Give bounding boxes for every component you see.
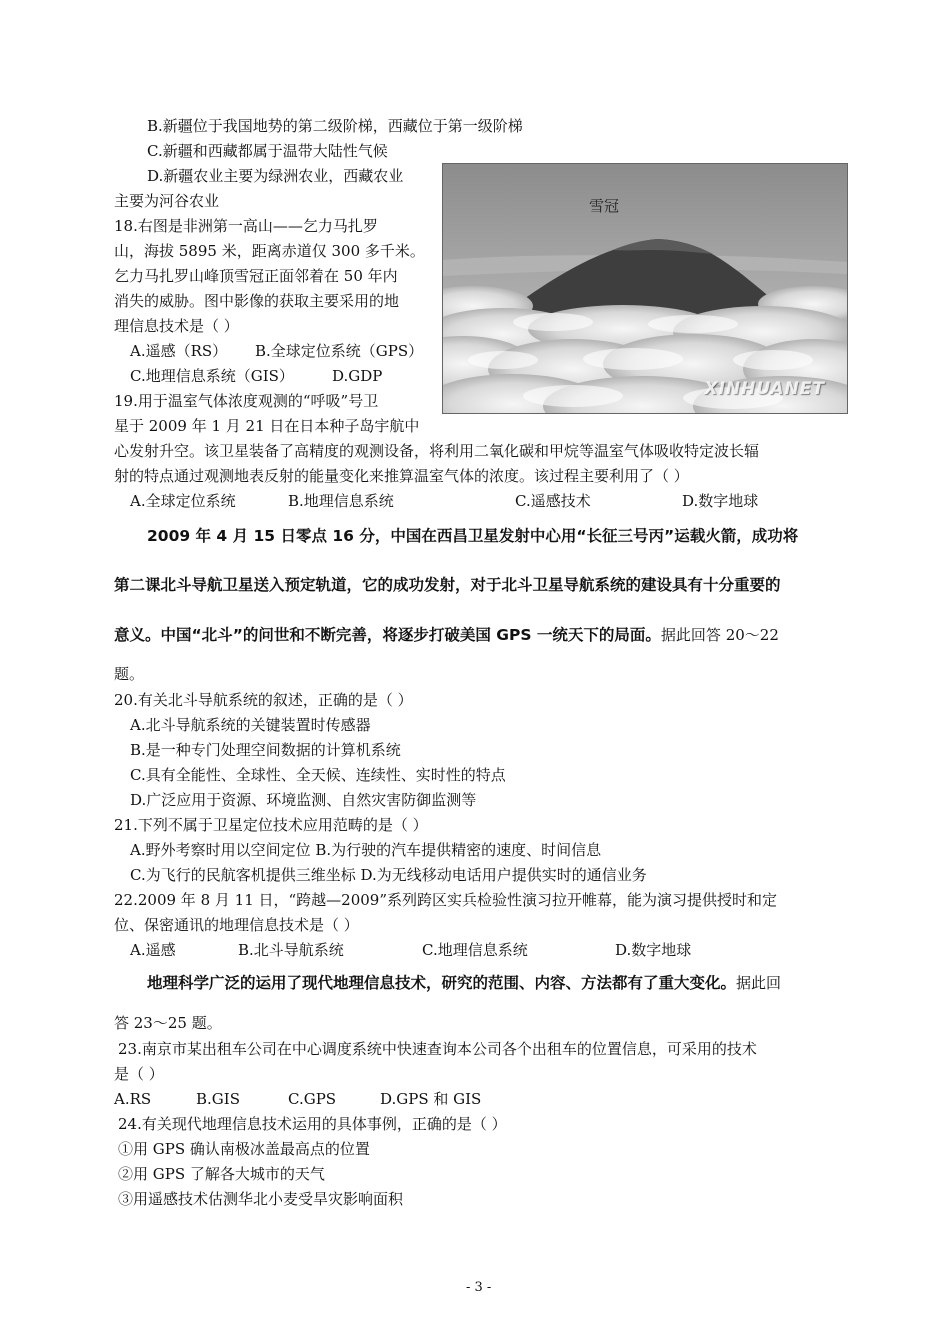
geo-tech-passage-line2: 答 23～25 题。: [114, 1014, 222, 1032]
q19-stem-line2: 星于 2009 年 1 月 21 日在日本种子岛宇航中: [114, 417, 420, 435]
q22-options: [130, 940, 830, 960]
q24-stem: 24.有关现代地理信息技术运用的具体事例，正确的是（ ）: [118, 1115, 507, 1133]
geo-tech-passage-bold: 地理科学广泛的运用了现代地理信息技术，研究的范围、内容、方法都有了重大变化。: [147, 974, 737, 992]
q17-option-d-line2: 主要为河谷农业: [114, 192, 220, 210]
q21-stem: 21.下列不属于卫星定位技术应用范畴的是（ ）: [114, 816, 428, 834]
q24-item-2: ②用 GPS 了解各大城市的天气: [118, 1165, 325, 1183]
q18-option-b: B.全球定位系统（GPS）: [255, 342, 424, 360]
q23-stem-line2: 是（ ）: [114, 1065, 164, 1083]
q19-option-a: A.全球定位系统: [130, 492, 236, 510]
q22-stem-line2: 位、保密通讯的地理信息技术是（ ）: [114, 916, 359, 934]
watermark-logo: XINHUANET: [704, 379, 825, 399]
q24-item-1: ①用 GPS 确认南极冰盖最高点的位置: [118, 1140, 370, 1158]
q18-options-row1: [130, 341, 440, 361]
q19-stem-line4: 射的特点通过观测地表反射的能量变化来推算温室气体的浓度。该过程主要利用了（ ）: [114, 467, 689, 485]
q23-stem-line1: 23.南京市某出租车公司在中心调度系统中快速查询本公司各个出租车的位置信息，可采用的技术: [118, 1040, 757, 1058]
page-number: - 3 -: [466, 1280, 492, 1295]
q20-option-c: C.具有全能性、全球性、全天候、连续性、实时性的特点: [130, 766, 506, 784]
q17-option-c: C.新疆和西藏都属于温带大陆性气候: [147, 142, 388, 160]
q19-stem-line3: 心发射升空。该卫星装备了高精度的观测设备，将利用二氧化碳和甲烷等温室气体吸收特定波长辐: [114, 442, 760, 460]
q18-stem-line4: 消失的威胁。图中影像的获取主要采用的地: [114, 292, 400, 310]
q23-option-c: C.GPS: [288, 1090, 337, 1108]
q23-options: [114, 1089, 514, 1109]
beidou-passage-line4: 题。: [114, 665, 145, 683]
q18-stem-line5: 理信息技术是（ ）: [114, 317, 239, 335]
q20-option-d: D.广泛应用于资源、环境监测、自然灾害防御监测等: [130, 791, 477, 809]
q21-options-ab: A.野外考察时用以空间定位 B.为行驶的汽车提供精密的速度、时间信息: [130, 841, 602, 859]
q22-option-b: B.北斗导航系统: [238, 941, 344, 959]
q23-option-a: A.RS: [114, 1090, 152, 1108]
q23-option-d: D.GPS 和 GIS: [380, 1090, 482, 1108]
kilimanjaro-photo: [442, 163, 848, 414]
q19-stem-line1: 19.用于温室气体浓度观测的“呼吸”号卫: [114, 392, 379, 410]
q19-option-d: D.数字地球: [682, 492, 759, 510]
q19-options: [130, 491, 830, 511]
geo-tech-passage-line1: [147, 973, 781, 993]
beidou-passage-line2: 第二课北斗导航卫星送入预定轨道，它的成功发射，对于北斗卫星导航系统的建设具有十分重要的: [114, 576, 781, 594]
beidou-passage-line3: [114, 625, 779, 645]
q18-stem-line1: 18.右图是非洲第一高山——乞力马扎罗: [114, 217, 378, 235]
q22-option-a: A.遥感: [130, 941, 176, 959]
beidou-passage-line1: 2009 年 4 月 15 日零点 16 分，中国在西昌卫星发射中心用“长征三号丙”运载火箭，成功将: [147, 527, 799, 545]
q24-item-3: ③用遥感技术估测华北小麦受旱灾影响面积: [118, 1190, 404, 1208]
q21-options-cd: C.为飞行的民航客机提供三维坐标 D.为无线移动电话用户提供实时的通信业务: [130, 866, 647, 884]
q18-option-d: D.GDP: [332, 367, 383, 385]
q18-stem-line2: 山，海拔 5895 米，距离赤道仅 300 多千米。: [114, 242, 425, 260]
q17-option-b: B.新疆位于我国地势的第二级阶梯，西藏位于第一级阶梯: [147, 117, 523, 135]
beidou-passage-line3-bold: 意义。中国“北斗”的问世和不断完善，将逐步打破美国 GPS 一统天下的局面。: [114, 626, 661, 644]
beidou-passage-line3-normal: 据此回答 20～22: [660, 626, 779, 644]
q19-option-b: B.地理信息系统: [288, 492, 394, 510]
q17-option-d-line1: D.新疆农业主要为绿洲农业，西藏农业: [147, 167, 404, 185]
q18-stem-line3: 乞力马扎罗山峰顶雪冠正面邻着在 50 年内: [114, 267, 398, 285]
geo-tech-passage-normal: 据此回: [736, 974, 782, 992]
q22-stem-line1: 22.2009 年 8 月 11 日，“跨越—2009”系列跨区实兵检验性演习拉开帷幕，能为演习提供授时和定: [114, 891, 778, 909]
q18-options-row2: [130, 366, 440, 386]
q22-option-c: C.地理信息系统: [422, 941, 528, 959]
q18-option-c: C.地理信息系统（GIS）: [130, 367, 294, 385]
kilimanjaro-photo-illustration: [443, 164, 847, 413]
q19-option-c: C.遥感技术: [515, 492, 591, 510]
q18-option-a: A.遥感（RS）: [130, 342, 228, 360]
q22-option-d: D.数字地球: [615, 941, 692, 959]
q20-option-b: B.是一种专门处理空间数据的计算机系统: [130, 741, 401, 759]
q20-stem: 20.有关北斗导航系统的叙述，正确的是（ ）: [114, 691, 413, 709]
q20-option-a: A.北斗导航系统的关键装置时传感器: [130, 716, 371, 734]
photo-caption: 雪冠: [589, 197, 620, 215]
q23-option-b: B.GIS: [196, 1090, 240, 1108]
